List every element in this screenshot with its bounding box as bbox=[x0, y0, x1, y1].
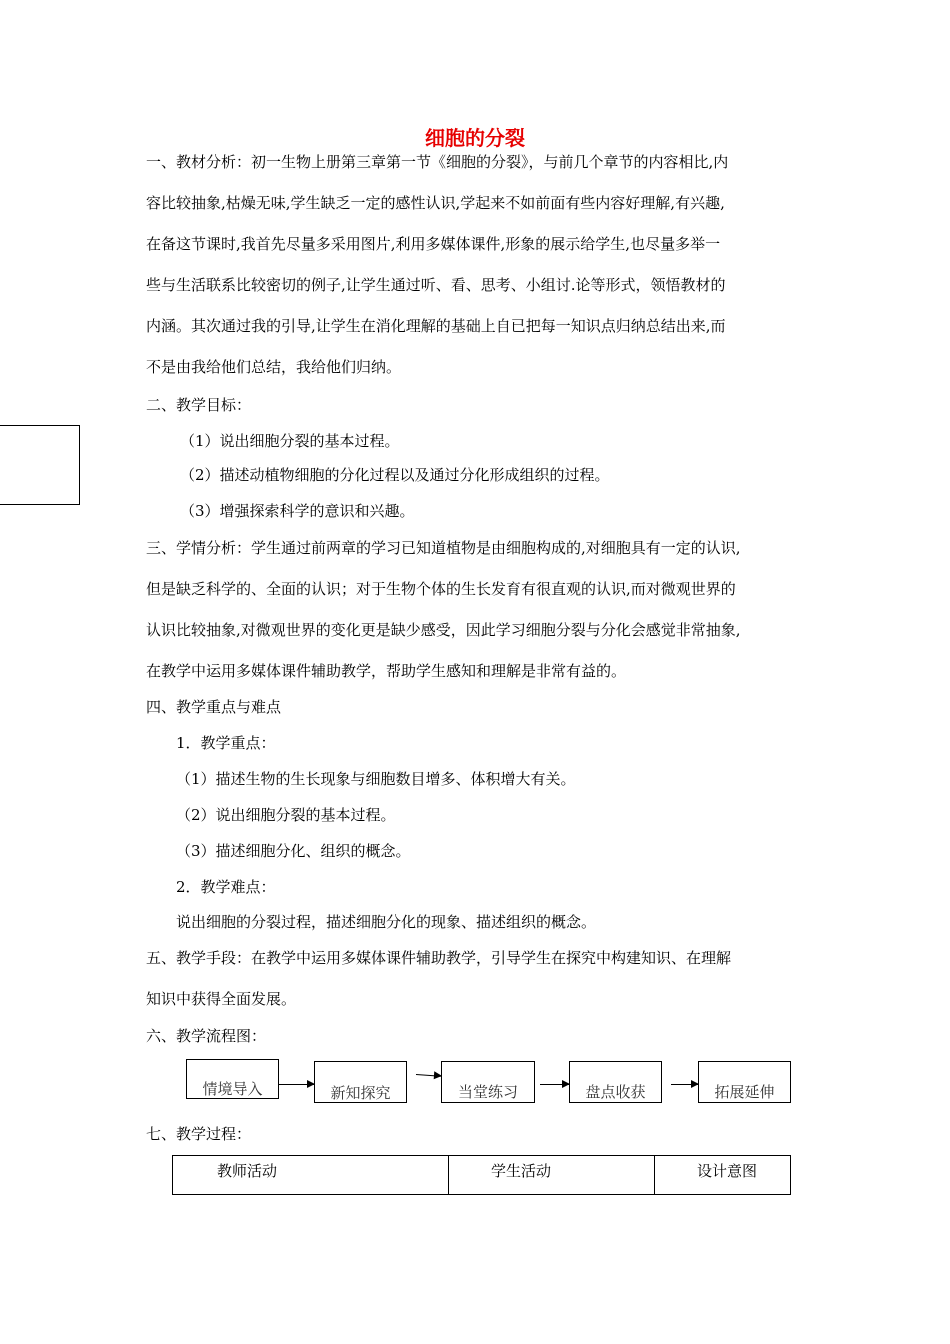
margin-box bbox=[0, 425, 80, 505]
table-header-row bbox=[173, 1156, 791, 1195]
list-item: （1）描述生物的生长现象与细胞数目增多、体积增大有关。 bbox=[176, 770, 576, 788]
flowchart-step bbox=[314, 1061, 407, 1103]
table-header-cell: 教师活动 bbox=[173, 1156, 449, 1195]
section-heading: 六、教学流程图： bbox=[146, 1027, 267, 1045]
text-line: 但是缺乏科学的、全面的认识；对于生物个体的生长发育有很直观的认识,而对微观世界的 bbox=[146, 580, 736, 598]
subheading: 2．教学难点： bbox=[176, 878, 276, 896]
section-heading: 四、教学重点与难点 bbox=[146, 698, 282, 716]
section-heading: 二、教学目标： bbox=[146, 396, 252, 414]
flowchart-step bbox=[441, 1061, 535, 1103]
flow-arrow bbox=[279, 1084, 314, 1085]
text-line: 知识中获得全面发展。 bbox=[146, 990, 297, 1008]
flowchart-step bbox=[698, 1061, 791, 1103]
document-title: 细胞的分裂 bbox=[425, 126, 525, 150]
subheading: 1．教学重点： bbox=[176, 734, 276, 752]
text-line: 五、教学手段：在教学中运用多媒体课件辅助教学，引导学生在探究中构建知识、在理解 bbox=[146, 949, 732, 967]
text-line: 认识比较抽象,对微观世界的变化更是缺少感受，因此学习细胞分裂与分化会感觉非常抽象, bbox=[146, 621, 741, 639]
text-line: 不是由我给他们总结，我给他们归纳。 bbox=[146, 358, 402, 376]
flowchart-step-label: 盘点收获 bbox=[585, 1083, 646, 1101]
flow-arrow bbox=[540, 1084, 569, 1085]
text-line: 说出细胞的分裂过程，描述细胞分化的现象、描述组织的概念。 bbox=[176, 913, 597, 931]
table-header-cell: 学生活动 bbox=[449, 1156, 655, 1195]
flow-arrow bbox=[416, 1074, 441, 1077]
flowchart-step-label: 情境导入 bbox=[202, 1080, 263, 1098]
text-line: 些与生活联系比较密切的例子,让学生通过听、看、思考、小组讨.论等形式，领悟教材的 bbox=[146, 276, 726, 294]
flowchart-step bbox=[569, 1061, 662, 1103]
text-line: 内涵。其次通过我的引导,让学生在消化理解的基础上自已把每一知识点归纳总结出来,而 bbox=[146, 317, 726, 335]
list-item: （2）描述动植物细胞的分化过程以及通过分化形成组织的过程。 bbox=[180, 466, 610, 484]
flowchart-step-label: 新知探究 bbox=[330, 1084, 391, 1102]
text-line: 三、学情分析：学生通过前两章的学习已知道植物是由细胞构成的,对细胞具有一定的认识, bbox=[146, 539, 741, 557]
list-item: （1）说出细胞分裂的基本过程。 bbox=[180, 432, 400, 450]
flowchart-step-label: 拓展延伸 bbox=[714, 1083, 775, 1101]
list-item: （3）增强探索科学的意识和兴趣。 bbox=[180, 502, 415, 520]
text-line: 一、教材分析：初一生物上册第三章第一节《细胞的分裂》，与前几个章节的内容相比,内 bbox=[146, 153, 729, 171]
flow-arrow bbox=[671, 1084, 698, 1085]
flowchart-step-label: 当堂练习 bbox=[457, 1083, 518, 1101]
text-line: 在教学中运用多媒体课件辅助教学，帮助学生感知和理解是非常有益的。 bbox=[146, 662, 627, 680]
text-line: 在备这节课时,我首先尽量多采用图片,利用多媒体课件,形象的展示给学生,也尽量多举一 bbox=[146, 235, 721, 253]
flowchart-step bbox=[186, 1059, 279, 1099]
teaching-process-table bbox=[172, 1155, 791, 1195]
section-heading: 七、教学过程： bbox=[146, 1125, 252, 1143]
list-item: （2）说出细胞分裂的基本过程。 bbox=[176, 806, 396, 824]
table-header-cell: 设计意图 bbox=[655, 1156, 791, 1195]
list-item: （3）描述细胞分化、组织的概念。 bbox=[176, 842, 411, 860]
text-line: 容比较抽象,枯燥无味,学生缺乏一定的感性认识,学起来不如前面有些内容好理解,有兴趣, bbox=[146, 194, 725, 212]
